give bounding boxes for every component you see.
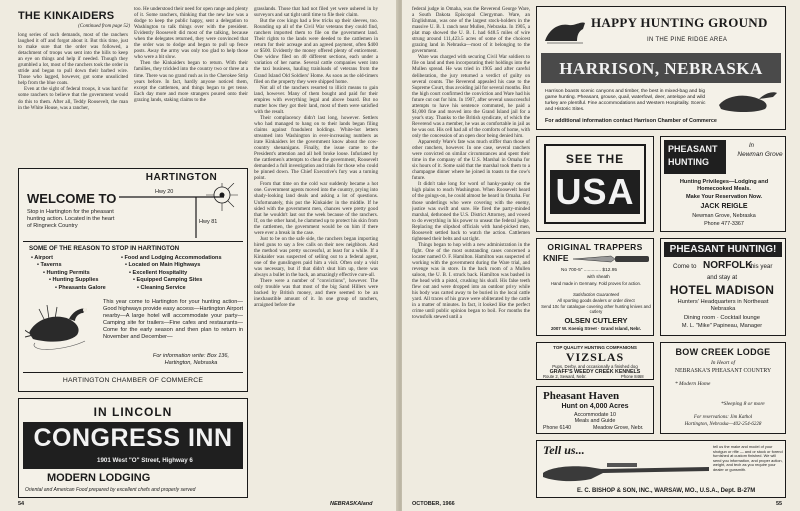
article-column-2 bbox=[134, 6, 248, 164]
newman-phone: Phone 477-3367 bbox=[704, 221, 744, 227]
come-to: Come to bbox=[673, 263, 697, 270]
more-info: For information write: Box 136, Hartington, Nebraska bbox=[152, 353, 230, 366]
bishop-gun-stock-ad bbox=[536, 440, 786, 498]
article-paragraph: But the cow kings had a few tricks up their sleeves, too. Rounding up all of the Civil War veterans they could find, ranchers imported them to file on the government land. Their rights to the lands were deeded to the cattlemen in return for their acreage and an agreed payment, often $400 or $500. Evidently the money offered plenty of enticement. One widow filed on 40 different sections, each under a variation of her name. Several cattle companies went into the taxi business, hauling trainloads of veterans from the Grand Island Old Soldiers' Home. As soon as the old-timers filed on the property they were shipped home. bbox=[254, 18, 378, 85]
article-paragraph: too. He understood their need for open range and plenty of it. Some ranchers, thinking that the new law was a dodge to keep the public happy, sent a delegation to Washington to talk things over with the president. Evidently Roosevelt did most of the talking, because when the delegates returned, they were convinced that the order was to dodge and began to pull up fence posts. Away the army was only too glad to help those who were a bit slow. bbox=[134, 6, 248, 61]
knife-dealers: All sporting goods dealers or order direct bbox=[557, 298, 635, 303]
rifle-illustration bbox=[541, 459, 711, 485]
page-number-right: 55 bbox=[776, 501, 783, 507]
hunters-hq: Hunters' Headquarters in Northeast Nebraska bbox=[677, 299, 769, 312]
hwy81-label: Hwy 81 bbox=[199, 219, 218, 225]
bow-creek-lodge-ad bbox=[660, 342, 786, 434]
reason-item: • Pheasants Galore bbox=[55, 284, 106, 291]
haven-accommodate: Accommodate 10 bbox=[574, 412, 616, 418]
happy-hunting-contact: For additional information contact Harrison Chamber of Commerce bbox=[545, 118, 717, 124]
in-label: In bbox=[749, 143, 755, 149]
article-paragraph: Their complacency didn't last long, however. Settlers who had managed to hang on to their lands began filing claims against fraudulent holdings. White-hot letters streamed into Washington in ever-increasing numbers as irate Kinkaiders let the government know about the cow-country shenanigans. Finally, the issue came to the President's attention and all hell broke loose. Infuriated by the cattlemen's attempts to cheat the government, Roosevelt demanded a full investigation and trials for those who could be pinned down. The Chief Executive's fury was a turning point. bbox=[254, 114, 378, 182]
article-paragraph: Just to be on the safe side, the ranchers began importing hired guns to say a few calls on their new neighbors. And the method was pretty successful, at least for a while. If a Kinkaider was suspected of selling out to a federal agent, one of the gunslingers paid him a visit. Often only a visit was necessary, but if that didn't shut him up, there was always a bullet in the back, an amazingly effective cure-all. bbox=[254, 235, 378, 279]
page-number-left: 54 bbox=[18, 501, 25, 507]
article-column-3 bbox=[254, 6, 378, 500]
tell-us-title: Tell us... bbox=[543, 443, 585, 457]
newman-grove: Newman Grove bbox=[737, 151, 783, 158]
right-page bbox=[402, 0, 800, 511]
this-year: this year bbox=[749, 263, 773, 270]
knife-sheath: with sheath bbox=[587, 274, 610, 279]
article-paragraph: Things began to hop with a new administration in the fight. One of the most outstanding cases concerned a locater named O. F. Hamilton. Hamilton was suspected of working with the government during the Ware trial, and revenge was in store. In the back room of a Mullen saloon, the U. B. I. struck back. Hamilton was bashed in the head with a pistol, crushing his skull. His false teeth flew out and were dropped into an outdoor privy while his body was carted away to be buried in the local cattle yard. All traces of his grave were obliterated by the cattle in a matter of minutes. In fact, it looked like the perfect crime until public opinion began to boil. For months the townsfolk stewed until a bbox=[412, 241, 530, 321]
congress-banner bbox=[23, 422, 243, 469]
congress-inn-ad bbox=[18, 398, 248, 498]
article-paragraph: long series of such demands, most of the ranchers laughed it off and forgot about it. But this time, just to make sure that the order was followed, a detachment of troops was sent into the hills to keep an eye on things and help if needed. Though they grumbled a lot, most of the ranchers took the order in stride and began to pull down their barbed wire. Those who lagged, however, got some unsolicited help from the blue coats. bbox=[18, 32, 128, 87]
vizslas-phone: Phone 8468 bbox=[621, 374, 644, 379]
pheasant-illustration bbox=[25, 299, 99, 354]
hotel-madison: HOTEL MADISON bbox=[669, 283, 775, 297]
pheasant-haven-ad bbox=[536, 386, 654, 434]
article-paragraph: Even at the sight of federal troops, it was hard for some ranchers to believe that the government would do this to them. After all, Teddy Roosevelt, the man in the White House, was a rancher, bbox=[18, 86, 128, 111]
haven-city: Meadow Grove, Nebr. bbox=[593, 425, 644, 431]
divider bbox=[23, 241, 243, 242]
reason-item: • Equipped Camping Sites bbox=[133, 277, 203, 284]
see-the: SEE THE bbox=[565, 152, 625, 166]
pheasant-hunting-newman-ad bbox=[660, 136, 786, 232]
reason-item: • Hunting Permits bbox=[43, 269, 90, 276]
article-paragraph: federal judge in Omaha, was the Reverend George Ware, a South Dakota Episcopal Clergyman. Ware, an Englishman, was one of the largest stock-holders in the massive U. B. I. ranch near Mullen, Nebraska. In 1905, a plat map showed the U. B. I. had 648.5 miles of wire strung around 111,423.5 acres of some of the choicest grazing land in Nebraska—most of it belonging to the government. bbox=[412, 6, 530, 55]
reason-item: • Airport bbox=[31, 255, 53, 261]
happy-hunting-body: Harrison boasts scenic canyons and timber, the best in mixed-bag and big game hunting. Pheasant, grouse, quail, waterfowl, deer, antelope and wild turkey are plentiful. Fine accommodations and Western Hospitality. Scenic and Historic Sites. bbox=[545, 89, 706, 112]
bow-modern: * Modern Home bbox=[675, 381, 711, 387]
highway-map-graphic bbox=[114, 183, 244, 243]
article-paragraph: From that time on the cold war suddenly became a hot one. Government agents moved into the country, prying into shady-looking land deals and asking a lot of questions. Unfortunately, this put the Kinkaider in the middle. If he sided with the government men, chances were pretty good that he wouldn't last out the week because of the ranchers. If, on the other hand, he clammed up to protect his skin from the cattlemen, the government would be on him if there were ever a break in the case. bbox=[254, 181, 378, 236]
reason-item: • Cleaning Service bbox=[137, 284, 186, 291]
vizslas-top: TOP QUALITY HUNTING COMPANIONS bbox=[553, 345, 637, 350]
reason-item: • Food and Lodging Accommodations bbox=[121, 255, 222, 261]
pheasant-line2: Make Your Reservation Now. bbox=[685, 194, 763, 200]
mountain-lion-illustration bbox=[543, 13, 587, 47]
haven-name: Pheasant Haven bbox=[543, 390, 620, 402]
welcome-heading: WELCOME TO bbox=[27, 191, 117, 206]
vizslas-name: VIZSLAS bbox=[565, 350, 625, 364]
haven-hunt: Hunt on 4,000 Acres bbox=[561, 403, 629, 410]
article-paragraph: There were a number of "convictions", however. The only trouble was that most of the big Sand Hillers were backed by British money, and there seemed to be an inexhaustible amount of it. In one group of ranchers, arraigned before the bbox=[254, 278, 378, 309]
article-column-1 bbox=[18, 32, 128, 164]
hwy20-label: Hwy 20 bbox=[155, 189, 174, 195]
reason-item: • Excellent Hospitality bbox=[129, 269, 188, 276]
haven-phone: Phone 6140 bbox=[543, 425, 571, 431]
chamber-name: HARTINGTON CHAMBER OF COMMERCE bbox=[62, 377, 204, 384]
hartington-ad bbox=[18, 168, 248, 392]
reasons-list-right bbox=[121, 255, 222, 292]
tell-us-body: tell us the make and model of your shotgun or rifle — and or stock or forend furnished at custom finished. We will send you information, and proper action, weight, and tech as you require your dealer or gunsmith. bbox=[713, 444, 783, 472]
knife-price: No 700-5" ............. $12.95 bbox=[561, 268, 618, 273]
bow-creek-title: BOW CREEK LODGE bbox=[675, 347, 771, 357]
article-column-4 bbox=[412, 6, 530, 498]
happy-hunting-title: HAPPY HUNTING GROUND bbox=[591, 15, 768, 30]
olsen-cutlery: OLSEN CUTLERY bbox=[564, 316, 628, 325]
article-paragraph: Ware was charged with securing Civil War soldiers to file on land and then incorporating their holdings into the Mullen spread. He was tried in 1905 and after careful deliberation, the jury returned a verdict of guilty on several counts. The Reverend appealed his case to the Supreme Court, thus avoiding jail for several months. But the high court confirmed the conviction and Ware had his future cut out for him. In 1907, after several unsuccessful attempts to have his sentence commuted, he paid a $1,000 fine and moved into the Grand Island jail for a year's stay. Thanks to the British syndicate, of which the Reverend was a member, he was as comfortable in jail as he was out. His cell had all of the comforts of home, with only the concession of an open door being denied him. bbox=[412, 54, 530, 139]
newman-city: Newman Grove, Nebraska bbox=[692, 213, 756, 219]
bishop-company: E. C. BISHOP & SON, INC., WARSAW, MO., U.S.A., Dept. B-27M bbox=[577, 488, 756, 494]
pheasant-illustration bbox=[715, 87, 781, 115]
harrison-title: HARRISON, NEBRASKA bbox=[559, 59, 763, 78]
bow-sleeping: *Sleeping 8 or more bbox=[721, 401, 765, 407]
dining: Dining room · Cocktail lounge bbox=[683, 315, 761, 321]
article-paragraph: Then the Kinkaiders began to return. With their families, they trickled into the country two or three at a time. There was no grand rush as in the Cherokee Strip years before. In fact, hardly anyone noticed them, except the cattlemen, and things began to get tense. Each day more and more strangers poured onto their grazing lands, staking claims to the bbox=[134, 60, 248, 103]
jack-reigle: JACK REIGLE bbox=[700, 203, 748, 210]
happy-hunting-ad bbox=[536, 6, 786, 130]
norfolk-hotel-ad bbox=[660, 238, 786, 336]
reason-item: • Hunting Supplies bbox=[49, 277, 99, 284]
bow-reservations: For reservations: Jim Kathol bbox=[693, 415, 753, 420]
vizslas-sub: Pups, Derby, and occasionally a finished dog bbox=[552, 364, 638, 369]
modern-lodging: MODERN LODGING bbox=[47, 472, 151, 484]
stay-at: and stay at bbox=[706, 274, 738, 281]
vizslas-ad bbox=[536, 342, 654, 380]
pheasant-title: PHEASANT HUNTING bbox=[668, 144, 718, 167]
pheasant-line1: Hunting Privileges—Lodging and Homecooked Meals. bbox=[679, 179, 769, 192]
welcome-text: Stop in Hartington for the pheasant hunting action. Located in the heart of Ringneck Country bbox=[27, 209, 115, 229]
reason-item: • Taverns bbox=[37, 262, 62, 269]
norfolk-title: PHEASANT HUNTING! bbox=[664, 242, 782, 257]
article-paragraph: grasslands. Those that had not filed yet were ushered in by surveyors and sat tight until time to file their claim. bbox=[254, 6, 378, 19]
congress-tagline: Oriental and American Food prepared by excellent chefs and properly served bbox=[25, 487, 196, 493]
article-headline: THE KINKAIDERS bbox=[18, 10, 115, 22]
pheasant-title-box bbox=[664, 140, 726, 174]
continued-note: (Continued from page 52) bbox=[78, 24, 130, 29]
norfolk-town: NORFOLK bbox=[703, 260, 753, 271]
see-usa-ad bbox=[536, 136, 654, 232]
knife-illustration bbox=[571, 252, 651, 266]
trappers-knife-ad bbox=[536, 238, 654, 336]
vizslas-route: Route 2, Seward, Nebr. bbox=[543, 374, 587, 379]
see-usa-frame bbox=[544, 144, 646, 224]
bow-address: Hartington, Nebraska—402-254-6228 bbox=[684, 422, 762, 427]
haven-meals: Meals and Guide bbox=[574, 418, 616, 424]
reasons-list-left bbox=[31, 255, 106, 292]
magazine-name: NEBRASKAland bbox=[330, 501, 373, 507]
reason-item: • Located on Main Highways bbox=[125, 262, 201, 269]
olsen-address: 2007 W. Koenig Street · Grand Island, Nebr. bbox=[550, 326, 642, 331]
issue-date: OCTOBER, 1966 bbox=[412, 501, 455, 507]
reasons-title: SOME OF THE REASON TO STOP IN HARTINGTON bbox=[29, 245, 180, 252]
knife-satisfaction: Satisfaction Guaranteed bbox=[572, 292, 620, 297]
article-paragraph: Not all of the ranchers resorted to illicit means to gain land, however. Many of them bought and paid for their empires with everything legal and above board. But no matter how they got their land, most of them were satisfied with the result. bbox=[254, 84, 378, 115]
bow-heart: In Heart of bbox=[711, 360, 735, 366]
article-paragraph: It didn't take long for word of hanky-panky on the high plains to reach Washington. When Roosevelt heard of the goings-on, he could almost be heard in Omaha. For those underlings who were covering with the enemy, justice was swift and sure. He fired the party-minded marshal, dethroned the U.S. District Attorney, and vowed to do everything in his power to unseat the federal judge. Replacing the slipshod officials with hand-picked men, Roosevelt settled back to watch the action. Cattlemen tightened their belts and sat tight. bbox=[412, 181, 530, 242]
congress-name: CONGRESS INN bbox=[33, 424, 233, 452]
left-page bbox=[0, 0, 398, 511]
usa-word: USA bbox=[550, 170, 640, 214]
knife-catalog: Send 10c for catalogue covering other hunting knives and cutlery bbox=[541, 304, 651, 315]
hartington-banner: HARTINGTON bbox=[145, 172, 218, 183]
hartington-body: This year come to Hartington for your hunting action—Good highways provide easy access—Hartington Airport nearby—A large hotel will accommodate your party—Camping site for trailers—Fine cafes and restaurants—Come for the early season and then plan to return in November and December— bbox=[103, 299, 243, 340]
happy-hunting-sub: IN THE PINE RIDGE AREA bbox=[647, 37, 728, 43]
article-paragraph: Apparently Ware's fate was much stiffer than those of other ranchers, however. In one case, several ranchers were convicted on similar circumstances and spent their time in the company of the U.S. Marshal in Omaha for six hours of it. Some said that the marshal took them to a champagne dinner where he joined in toasts to the cow's future. bbox=[412, 139, 530, 182]
vizslas-kennels: GRAFF'S WEEDY CREEK KENNELS bbox=[549, 369, 641, 375]
manager: M. L. "Mike" Papineau, Manager bbox=[681, 323, 763, 329]
in-lincoln: IN LINCOLN bbox=[93, 405, 173, 419]
knife-made: Hand made in Germany. Fold proves for action. bbox=[550, 281, 642, 286]
knife-label: KNIFE bbox=[543, 253, 569, 263]
harrison-banner bbox=[541, 53, 781, 83]
congress-address: 1901 West "O" Street, Highway 6 bbox=[97, 457, 193, 464]
bow-county: NEBRASKA'S PHEASANT COUNTRY bbox=[674, 368, 772, 374]
trappers-title: ORIGINAL TRAPPERS bbox=[547, 242, 643, 252]
divider bbox=[23, 372, 243, 373]
